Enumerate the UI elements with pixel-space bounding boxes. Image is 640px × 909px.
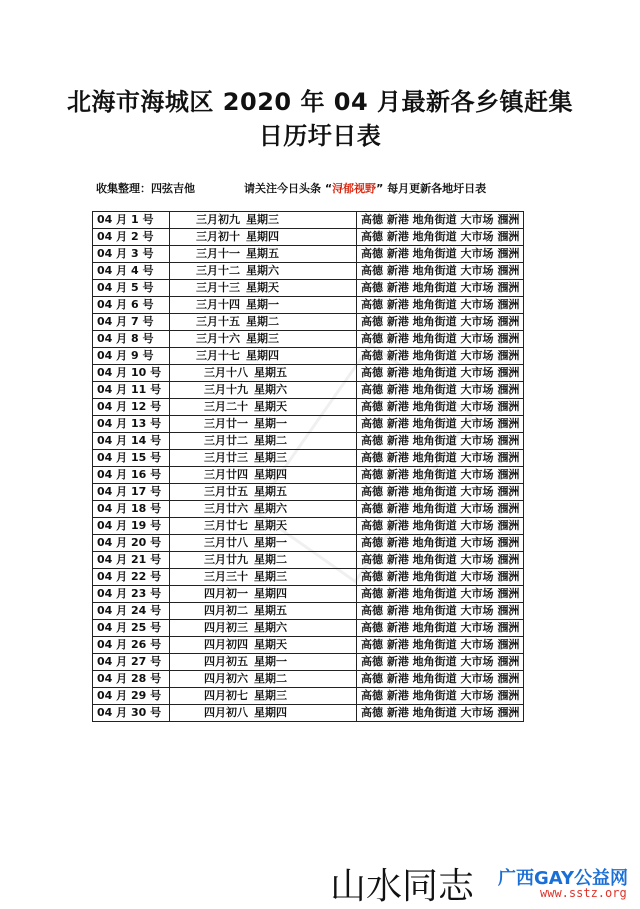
markets-cell: 高德 新港 地角街道 大市场 涠洲 [357, 705, 524, 722]
lunar-weekday-cell [170, 586, 357, 603]
markets-cell: 高德 新港 地角街道 大市场 涠洲 [357, 467, 524, 484]
table-row [93, 212, 524, 229]
table-row [93, 399, 524, 416]
weekday: 星期天 [246, 281, 279, 294]
weekday: 星期二 [246, 315, 279, 328]
markets-cell: 高德 新港 地角街道 大市场 涠洲 [357, 280, 524, 297]
weekday: 星期三 [246, 332, 279, 345]
weekday: 星期六 [254, 502, 287, 515]
markets-cell: 高德 新港 地角街道 大市场 涠洲 [357, 535, 524, 552]
table-row [93, 620, 524, 637]
markets-cell: 高德 新港 地角街道 大市场 涠洲 [357, 263, 524, 280]
follow-prefix: 请关注今日头条 “ [244, 182, 333, 195]
date-cell: 04 月 6 号 [93, 297, 170, 314]
lunar-date: 三月十九 [204, 383, 248, 396]
lunar-date: 四月初七 [204, 689, 248, 702]
weekday: 星期三 [254, 451, 287, 464]
weekday: 星期四 [254, 706, 287, 719]
lunar-date: 三月廿一 [204, 417, 248, 430]
lunar-date: 四月初一 [204, 587, 248, 600]
weekday: 星期五 [254, 485, 287, 498]
lunar-date: 三月初十 [196, 230, 240, 243]
lunar-date: 四月初二 [204, 604, 248, 617]
lunar-date: 四月初五 [204, 655, 248, 668]
lunar-weekday-cell [170, 688, 357, 705]
date-cell: 04 月 8 号 [93, 331, 170, 348]
date-cell: 04 月 21 号 [93, 552, 170, 569]
lunar-weekday-cell [170, 212, 357, 229]
lunar-weekday-cell [170, 399, 357, 416]
table-row [93, 433, 524, 450]
follow-note [244, 180, 486, 196]
lunar-weekday-cell [170, 535, 357, 552]
table-row [93, 518, 524, 535]
weekday: 星期天 [254, 519, 287, 532]
page-subtitle: 日历圩日表 [258, 122, 382, 150]
lunar-weekday-cell [170, 433, 357, 450]
table-row [93, 671, 524, 688]
markets-cell: 高德 新港 地角街道 大市场 涠洲 [357, 569, 524, 586]
lunar-weekday-cell [170, 416, 357, 433]
brand-logo-text: 山水同志 [330, 866, 475, 907]
weekday: 星期四 [246, 230, 279, 243]
weekday: 星期三 [254, 689, 287, 702]
weekday: 星期五 [254, 604, 287, 617]
lunar-weekday-cell [170, 569, 357, 586]
lunar-date: 三月廿八 [204, 536, 248, 549]
weekday: 星期三 [254, 570, 287, 583]
lunar-weekday-cell [170, 314, 357, 331]
date-cell: 04 月 9 号 [93, 348, 170, 365]
lunar-date: 三月十七 [196, 349, 240, 362]
lunar-date: 三月十八 [204, 366, 248, 379]
date-cell: 04 月 27 号 [93, 654, 170, 671]
weekday: 星期六 [254, 621, 287, 634]
date-cell: 04 月 22 号 [93, 569, 170, 586]
date-cell: 04 月 13 号 [93, 416, 170, 433]
table-row [93, 552, 524, 569]
markets-cell: 高德 新港 地角街道 大市场 涠洲 [357, 433, 524, 450]
lunar-weekday-cell [170, 467, 357, 484]
markets-cell: 高德 新港 地角街道 大市场 涠洲 [357, 212, 524, 229]
table-row [93, 586, 524, 603]
lunar-weekday-cell [170, 280, 357, 297]
weekday: 星期五 [246, 247, 279, 260]
lunar-date: 三月十一 [196, 247, 240, 260]
lunar-date: 三月十五 [196, 315, 240, 328]
table-row [93, 229, 524, 246]
date-cell: 04 月 25 号 [93, 620, 170, 637]
markets-cell: 高德 新港 地角街道 大市场 涠洲 [357, 229, 524, 246]
lunar-weekday-cell [170, 382, 357, 399]
lunar-weekday-cell [170, 620, 357, 637]
markets-cell: 高德 新港 地角街道 大市场 涠洲 [357, 382, 524, 399]
date-cell: 04 月 18 号 [93, 501, 170, 518]
lunar-date: 四月初四 [204, 638, 248, 651]
date-cell: 04 月 15 号 [93, 450, 170, 467]
date-cell: 04 月 1 号 [93, 212, 170, 229]
date-cell: 04 月 4 号 [93, 263, 170, 280]
lunar-date: 三月廿三 [204, 451, 248, 464]
markets-cell: 高德 新港 地角街道 大市场 涠洲 [357, 399, 524, 416]
weekday: 星期三 [246, 213, 279, 226]
date-cell: 04 月 2 号 [93, 229, 170, 246]
table-row [93, 603, 524, 620]
markets-cell: 高德 新港 地角街道 大市场 涠洲 [357, 586, 524, 603]
date-cell: 04 月 23 号 [93, 586, 170, 603]
date-cell: 04 月 10 号 [93, 365, 170, 382]
lunar-date: 三月廿九 [204, 553, 248, 566]
market-schedule-table [92, 211, 524, 722]
markets-cell: 高德 新港 地角街道 大市场 涠洲 [357, 484, 524, 501]
weekday: 星期五 [254, 366, 287, 379]
lunar-date: 三月十二 [196, 264, 240, 277]
weekday: 星期二 [254, 672, 287, 685]
lunar-weekday-cell [170, 637, 357, 654]
lunar-weekday-cell [170, 501, 357, 518]
weekday: 星期天 [254, 400, 287, 413]
markets-cell: 高德 新港 地角街道 大市场 涠洲 [357, 637, 524, 654]
weekday: 星期四 [254, 587, 287, 600]
lunar-weekday-cell [170, 450, 357, 467]
weekday: 星期四 [246, 349, 279, 362]
lunar-date: 三月二十 [204, 400, 248, 413]
date-cell: 04 月 16 号 [93, 467, 170, 484]
lunar-date: 三月廿五 [204, 485, 248, 498]
date-cell: 04 月 12 号 [93, 399, 170, 416]
date-cell: 04 月 20 号 [93, 535, 170, 552]
lunar-weekday-cell [170, 705, 357, 722]
lunar-weekday-cell [170, 246, 357, 263]
weekday: 星期一 [254, 536, 287, 549]
markets-cell: 高德 新港 地角街道 大市场 涠洲 [357, 365, 524, 382]
weekday: 星期一 [246, 298, 279, 311]
lunar-weekday-cell [170, 603, 357, 620]
table-row [93, 688, 524, 705]
table-row [93, 297, 524, 314]
table-row [93, 416, 524, 433]
lunar-date: 三月十三 [196, 281, 240, 294]
lunar-weekday-cell [170, 297, 357, 314]
lunar-weekday-cell [170, 654, 357, 671]
lunar-date: 三月廿二 [204, 434, 248, 447]
weekday: 星期六 [246, 264, 279, 277]
lunar-date: 三月廿六 [204, 502, 248, 515]
page-title: 北海市海城区 2020 年 04 月最新各乡镇赶集 [66, 88, 574, 116]
markets-cell: 高德 新港 地角街道 大市场 涠洲 [357, 552, 524, 569]
table-row [93, 365, 524, 382]
table-row [93, 280, 524, 297]
weekday: 星期二 [254, 434, 287, 447]
table-row [93, 382, 524, 399]
lunar-weekday-cell [170, 552, 357, 569]
site-url: www.sstz.org [540, 886, 627, 900]
date-cell: 04 月 17 号 [93, 484, 170, 501]
table-row [93, 314, 524, 331]
lunar-weekday-cell [170, 229, 357, 246]
table-row [93, 331, 524, 348]
date-cell: 04 月 28 号 [93, 671, 170, 688]
table-row [93, 569, 524, 586]
lunar-weekday-cell [170, 331, 357, 348]
date-cell: 04 月 26 号 [93, 637, 170, 654]
follow-highlight: 浔郁视野 [332, 182, 377, 195]
table-row [93, 348, 524, 365]
markets-cell: 高德 新港 地角街道 大市场 涠洲 [357, 620, 524, 637]
table-row [93, 246, 524, 263]
lunar-date: 三月十六 [196, 332, 240, 345]
markets-cell: 高德 新港 地角街道 大市场 涠洲 [357, 518, 524, 535]
table-row [93, 705, 524, 722]
follow-suffix: ” 每月更新各地圩日表 [376, 182, 487, 195]
lunar-date: 四月初八 [204, 706, 248, 719]
lunar-weekday-cell [170, 518, 357, 535]
date-cell: 04 月 19 号 [93, 518, 170, 535]
lunar-date: 四月初三 [204, 621, 248, 634]
table-row [93, 637, 524, 654]
table-row [93, 535, 524, 552]
weekday: 星期一 [254, 417, 287, 430]
lunar-date: 三月十四 [196, 298, 240, 311]
table-row [93, 263, 524, 280]
date-cell: 04 月 14 号 [93, 433, 170, 450]
table-row [93, 654, 524, 671]
weekday: 星期一 [254, 655, 287, 668]
date-cell: 04 月 11 号 [93, 382, 170, 399]
table-row [93, 467, 524, 484]
collector-note: 收集整理：四弦吉他 [96, 182, 195, 195]
weekday: 星期二 [254, 553, 287, 566]
markets-cell: 高德 新港 地角街道 大市场 涠洲 [357, 671, 524, 688]
date-cell: 04 月 29 号 [93, 688, 170, 705]
markets-cell: 高德 新港 地角街道 大市场 涠洲 [357, 331, 524, 348]
lunar-date: 三月三十 [204, 570, 248, 583]
table-row [93, 501, 524, 518]
date-cell: 04 月 24 号 [93, 603, 170, 620]
lunar-weekday-cell [170, 671, 357, 688]
date-cell: 04 月 7 号 [93, 314, 170, 331]
lunar-weekday-cell [170, 348, 357, 365]
markets-cell: 高德 新港 地角街道 大市场 涠洲 [357, 603, 524, 620]
markets-cell: 高德 新港 地角街道 大市场 涠洲 [357, 654, 524, 671]
date-cell: 04 月 3 号 [93, 246, 170, 263]
markets-cell: 高德 新港 地角街道 大市场 涠洲 [357, 246, 524, 263]
markets-cell: 高德 新港 地角街道 大市场 涠洲 [357, 501, 524, 518]
table-row [93, 450, 524, 467]
markets-cell: 高德 新港 地角街道 大市场 涠洲 [357, 450, 524, 467]
lunar-weekday-cell [170, 365, 357, 382]
weekday: 星期四 [254, 468, 287, 481]
table-row [93, 484, 524, 501]
markets-cell: 高德 新港 地角街道 大市场 涠洲 [357, 688, 524, 705]
weekday: 星期天 [254, 638, 287, 651]
site-name: 广西GAY公益网 [498, 868, 629, 889]
lunar-date: 三月廿四 [204, 468, 248, 481]
lunar-date: 三月初九 [196, 213, 240, 226]
date-cell: 04 月 30 号 [93, 705, 170, 722]
markets-cell: 高德 新港 地角街道 大市场 涠洲 [357, 416, 524, 433]
markets-cell: 高德 新港 地角街道 大市场 涠洲 [357, 314, 524, 331]
date-cell: 04 月 5 号 [93, 280, 170, 297]
lunar-weekday-cell [170, 263, 357, 280]
markets-cell: 高德 新港 地角街道 大市场 涠洲 [357, 348, 524, 365]
weekday: 星期六 [254, 383, 287, 396]
lunar-weekday-cell [170, 484, 357, 501]
lunar-date: 四月初六 [204, 672, 248, 685]
lunar-date: 三月廿七 [204, 519, 248, 532]
markets-cell: 高德 新港 地角街道 大市场 涠洲 [357, 297, 524, 314]
